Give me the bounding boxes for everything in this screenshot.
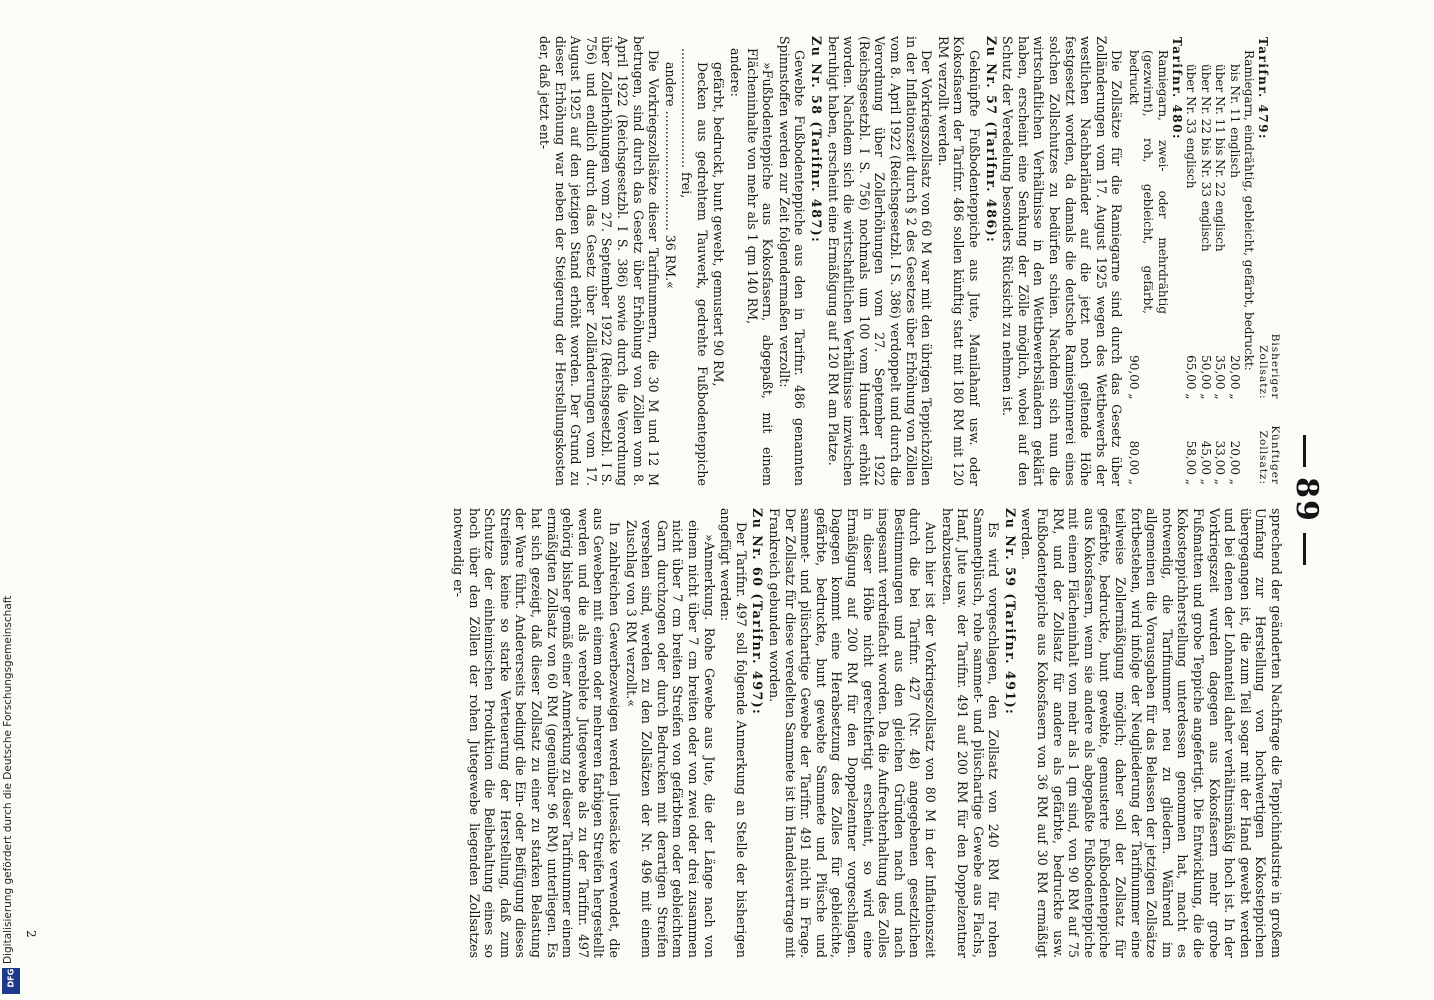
tariff-479-table <box>1126 36 1282 486</box>
tariff-row <box>1198 36 1212 486</box>
paragraph-nr60-1: Der Tarifnr. 497 soll folgende Anmerkung an Stelle der bisherigen angefügt werden: <box>718 508 749 958</box>
page-header <box>1289 0 1324 1000</box>
tariff-row-old: 20,00 „ <box>1227 355 1242 400</box>
tariff-row-label: über Nr. 33 englisch <box>1184 64 1199 189</box>
column-head-old-rate: Bisheriger Zollsatz: <box>1257 333 1281 400</box>
paragraph-nr58-2: Die Vorkriegszollsätze dieser Tarifnummern, die 30 M und 12 M betrugen, sind durch das Gesetz über Erhöhung von Zöllen vom 8. April 1922 (Reichsgesetzbl. I S. 386) sowie durch die Verordnung über Zollerhöhungen vom 27. September 1922 (Reichsgesetzbl. I S. 756) und endlich durch das Gesetz über Zolländerungen vom 17. August 1925 auf den jetzigen Stand erhöht worden. Der Grund zu dieser Erhöhung war neben der Steigerung der Herstellungskosten der, daß jetzt ent- <box>536 36 662 486</box>
section-heading-nr58: Zu Nr. 58 (Tarifnr. 487): <box>809 36 825 244</box>
footer-logo-text: DFG <box>6 968 16 988</box>
tariff-row-new: 20,00 „ <box>1227 440 1242 485</box>
paragraph-nr58-1: Gewebte Fußbodenteppiche aus den in Tarifnr. 486 genannten Spinnstoffen werden zur Zeit folgendermaßen verzollt: <box>776 36 808 486</box>
tariff-row <box>1227 36 1241 486</box>
tariff-row <box>1184 36 1198 486</box>
quote-line: gefärbt, bedruckt, bunt gewebt, gemustert 90 RM, <box>711 62 727 387</box>
tariff-row-label: über Nr. 11 bis Nr. 22 englisch <box>1213 64 1228 252</box>
quote-line: »Fußbodenteppiche aus Kokosfasern, abgepaßt, mit einem Flächeninhalte von mehr als 1 qm 140 RM, <box>744 48 776 486</box>
quote-line: Decken aus gedrehtem Tauwerk, gedrehte Fußbodenteppiche .............................. frei, <box>679 48 710 486</box>
header-dash-right <box>1304 533 1307 565</box>
section-heading-nr59: Zu Nr. 59 (Tarifnr. 491): <box>1002 508 1018 716</box>
tariff-row-label: bis Nr. 11 englisch <box>1227 64 1242 178</box>
quote-nr60: »Anmerkung. Rohe Gewebe aus Jute, die der Länge nach von einem nicht über 7 cm breiten oder von zwei oder drei zusammen nicht über 7 cm breiten Streifen von gefärbtem oder gebleichtem Garn durchzogen oder durch Bedrucken mit derartigen Streifen versehen sind, werden zu den Zollsätzen der Nr. 496 mit einem Zuschlag von 3 RM verzollt.« <box>623 520 717 958</box>
paragraph-nr57-1: Geknüpfte Fußbodenteppiche aus Jute, Manilahanf usw. oder Kokosfasern der Tarifnr. 486 sollen künftig statt mit 180 RM mit 120 RM verzollt werden. <box>935 36 982 486</box>
page-number: 89 <box>1289 477 1324 523</box>
tariff-row <box>1213 36 1227 486</box>
tariff-479-intro: Ramiegarn, eindrähtig, gebleicht, gefärbt, bedruckt: <box>1242 50 1256 371</box>
page-signature: 2 <box>24 930 38 938</box>
paragraph-continuation: sprechend der geänderten Nachfrage die Teppichindustrie in großem Umfang zur Herstellung von hochwertigen Kokosteppichen übergegangen ist, die zum Teil sogar mit der Hand gewebt werden und bei denen der Lohnanteil daher verhältnismäßig hoch ist. In der Vorkriegszeit wurden dagegen aus Kokosfasern mehr grobe Fußmatten und grobe Teppiche angefertigt. Die Entwicklung, die die Kokosteppichherstellung unterdessen genommen hat, macht es notwendig, die Tarifnummer neu zu gliedern. Während im allgemeinen die Vorausgaben für das Belassen der jetzigen Zollsätze fortbestehen, wird infolge der Neugliederung der Tarifnummer eine teilweise Zollermäßigung möglich; daher soll der Zollsatz für gefärbte, bedruckte, bunt gewebte, gemusterte Fußbodenteppiche aus Kokosfasern, wenn sie andere als abgepaßte Fußbodenteppiche mit einem Flächeninhalt von mehr als 1 qm sind, von 90 RM auf 75 RM, und der Zollsatz für andere als gefärbte, bedruckte usw. Fußbodenteppiche aus Kokosfasern von 36 RM auf 30 RM ermäßigt werden. <box>1019 508 1284 958</box>
section-heading-nr60: Zu Nr. 60 (Tarifnr. 497): <box>750 508 766 716</box>
paragraph-nr59-2: Auch hier ist der Vorkriegszollsatz von 80 M in der Inflationszeit durch die bei Tarifnr. 427 (Nr. 48) angegebenen gesetzlichen Bestimmungen und aus den gleichen Gründen nach und nach insgesamt verdreifacht worden. Da die Aufrechterhaltung des Zolles in dieser Höhe nicht gerechtfertigt erscheint, so wird eine Ermäßigung auf 200 RM für den Doppelzentner vorgeschlagen. Dagegen kommt eine Herabsetzung des Zolles für gebleichte, gefärbte, bedruckte, bunt gewebte Sammete und Plüsche und sammet- und plüschartige Gewebe der Tarifnr. 491 nicht in Frage. Der Zollsatz für diese veredelten Sammete ist im Handelsvertrage mit Frankreich gebunden worden. <box>767 508 938 958</box>
tariff-row-label: über Nr. 22 bis Nr. 33 englisch <box>1198 64 1213 252</box>
tariff-row-label: Ramiegarn, zwei- oder mehrdrähtig (gezwirnt), roh, gebleicht, gefärbt, bedruckt <box>1126 50 1170 314</box>
right-column <box>450 508 1284 958</box>
tariff-row-old: 90,00 „ <box>1126 355 1141 400</box>
left-column <box>535 36 1284 486</box>
header-dash-left <box>1304 435 1307 467</box>
paragraph-nr59-1: Es wird vorgeschlagen, den Zollsatz von 240 RM für rohen Sammetplüsch, rohe sammet- und plüschartige Gewebe aus Flachs, Hanf, Jute usw. der Tarifnr. 491 auf 200 RM für den Doppelzentner herabzusetzen. <box>939 508 1002 958</box>
dfg-logo-icon <box>2 968 20 994</box>
tariff-row-new: 33,00 „ <box>1213 440 1228 485</box>
quote-line: andere .............................. 36 RM.« <box>662 62 678 289</box>
paragraph-ramie: Die Zollsätze für die Ramiegarne sind durch das Gesetz über Zolländerungen vom 17. August 1925 wegen des Wettbewerbs der westlichen Nachbarländer auf die jetzt noch geltende Höhe festgesetzt worden, da damals die deutsche Ramiespinnerei eines solchen Zollschutzes zu bedürfen schien. Nachdem sich nun die wirtschaftlichen Verhältnisse in den Wettbewerbsländern geklärt haben, erscheint eine Senkung der Zölle möglich, wobei auf den Schutz der Veredelung besonders Rücksicht zu nehmen ist. <box>1000 36 1125 486</box>
quote-block-nr58 <box>662 36 775 486</box>
paragraph-nr57-2: Der Vorkriegszollsatz von 60 M war mit den übrigen Teppichzöllen in der Inflationszeit durch § 2 des Gesetzes über Erhöhung von Zöllen vom 8. April 1922 (Reichsgesetzbl. I S. 386) verdoppelt und durch die Verordnung über Zollerhöhungen vom 27. September 1922 (Reichsgesetzbl. I S. 756) nochmals um 100 vom Hundert erhöht worden. Nachdem sich die wirtschaftlichen Verhältnisse inzwischen beruhigt haben, erscheint eine Ermäßigung auf 120 RM am Platze. <box>825 36 935 486</box>
quote-line: andere: <box>728 48 744 97</box>
tariff-row-new: 45,00 „ <box>1198 440 1213 485</box>
tariff-row <box>1126 36 1169 486</box>
section-heading-nr57: Zu Nr. 57 (Tarifnr. 486): <box>983 36 999 244</box>
tariff-480-heading: Tarifnr. 480: <box>1169 37 1184 140</box>
column-head-new-rate: Künftiger Zollsatz: <box>1257 425 1281 485</box>
tariff-row-new: 58,00 „ <box>1184 440 1199 485</box>
tariff-row-new: 80,00 „ <box>1126 440 1141 485</box>
tariff-row-old: 35,00 „ <box>1213 355 1228 400</box>
tariff-row-old: 50,00 „ <box>1198 355 1213 400</box>
paragraph-nr60-2: In zahlreichen Gewerbezweigen werden Jutesäcke verwendet, die aus Geweben mit einem oder mehreren farbigen Streifen hergestellt werden und die als vereblete Jutegewebe als zu der Tarifnr. 497 gehörig bisher gemäß einer Anmerkung zu dieser Tarifnummer einem ermäßigten Zollsatz von 60 RM (gegenüber 96 RM) unterliegen. Es hat sich gezeigt, daß dieser Zollsatz zu einer zu starken Belastung der Ware führt. Andererseits bedingt die Ein- oder Beifügung dieses Streifens keine so starke Verteuerung der Herstellung, daß zum Schutze der einheimischen Produktion die Beibehaltung eines so hoch über den Zöllen der rohen Jutegewebe liegenden Zollsatzes notwendig er- <box>451 508 623 958</box>
tariff-row-old: 65,00 „ <box>1184 355 1199 400</box>
tariff-479-heading: Tarifnr. 479: <box>1256 37 1271 140</box>
digitization-footer <box>0 0 22 1000</box>
footer-text: Digitalisierung gefördert durch die Deutsche Forschungsgemeinschaft <box>2 595 14 964</box>
